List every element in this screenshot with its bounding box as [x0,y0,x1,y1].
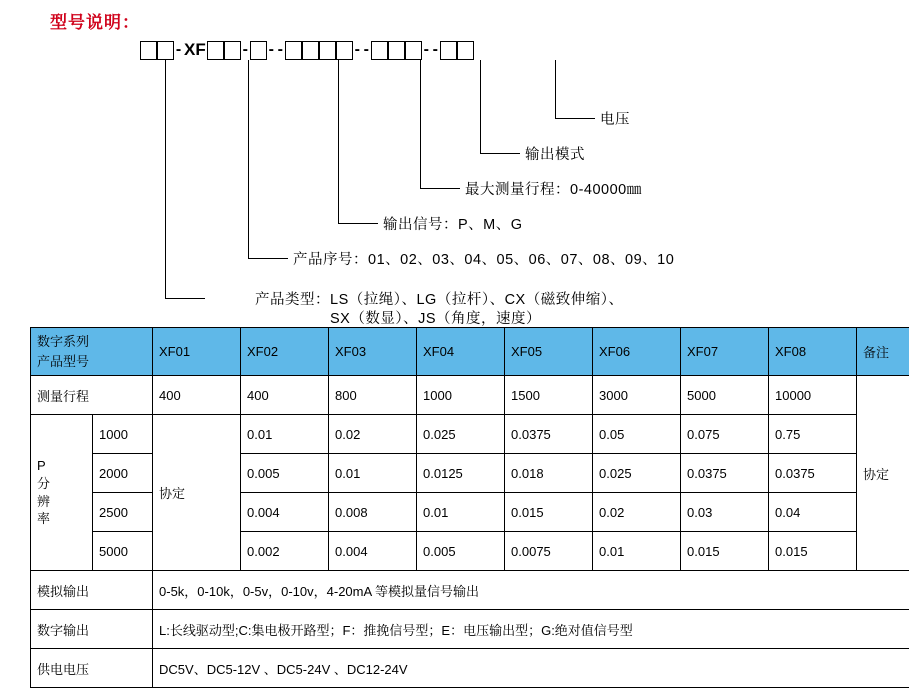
leader-line-output-signal [338,60,339,223]
res-2500-xf05: 0.015 [505,493,593,532]
resolution-pulse-5000: 5000 [93,532,153,571]
code-box [157,41,174,60]
code-box [457,41,474,60]
resolution-vlabel-3: 率 [37,511,51,527]
resolution-vlabel-2: 辨 [37,493,51,509]
code-box [371,41,388,60]
spec-table-wrap [30,327,890,688]
res-1000-xf04: 0.025 [417,415,505,454]
callout-voltage: 电压 [600,112,630,128]
res-5000-xf07: 0.015 [681,532,769,571]
code-dash: - [242,41,248,58]
leader-line-output-mode-h [480,153,520,154]
res-2000-xf07: 0.0375 [681,454,769,493]
callout-product-type-line1: 产品类型：LS（拉绳）、LG（拉杆）、CX（磁致伸缩）、 [255,292,624,308]
code-group-range [285,41,353,60]
header-model-xf02: XF02 [241,328,329,376]
stroke-xf08: 10000 [769,376,857,415]
resolution-pulse-2000: 2000 [93,454,153,493]
code-dash: - [363,41,369,58]
code-dash: - [268,41,274,58]
code-group-voltage [440,41,474,60]
resolution-vertical-label [31,415,93,571]
code-box [250,41,267,60]
supply-voltage-value: DC5V、DC5-12V 、DC5-24V 、DC12-24V [153,649,909,688]
leader-line-product-type [165,60,166,298]
code-dash: - [277,41,283,58]
res-5000-xf08: 0.015 [769,532,857,571]
res-5000-xf06: 0.01 [593,532,681,571]
table-row-resolution-1000 [31,415,909,454]
header-first-line1: 数字系列 [37,334,90,349]
res-2500-xf02: 0.004 [241,493,329,532]
res-2500-xf04: 0.01 [417,493,505,532]
res-1000-xf03: 0.02 [329,415,417,454]
table-row-stroke [31,376,909,415]
callout-product-serial: 产品序号：01、02、03、04、05、06、07、08、09、10 [293,252,675,268]
res-2500-xf08: 0.04 [769,493,857,532]
leader-line-product-type-h [165,298,205,299]
res-5000-xf03: 0.004 [329,532,417,571]
code-box [405,41,422,60]
table-row-analog-output [31,571,909,610]
supply-voltage-label: 供电电压 [31,649,153,688]
stroke-xf03: 800 [329,376,417,415]
callout-max-range: 最大测量行程：0-40000㎜ [465,182,642,198]
analog-output-value: 0-5k，0-10k，0-5v，0-10v，4-20mA 等模拟量信号输出 [153,571,909,610]
stroke-xf05: 1500 [505,376,593,415]
code-text-xf: XF [184,40,206,59]
leader-line-product-serial-h [248,258,288,259]
digital-output-label: 数字输出 [31,610,153,649]
leader-line-output-mode [480,60,481,153]
res-5000-xf02: 0.002 [241,532,329,571]
callout-product-type-line2: SX（数显）、JS（角度，速度） [330,311,542,327]
model-code-diagram [140,38,474,62]
leader-line-voltage-h [555,118,595,119]
digital-output-value: L:长线驱动型;C:集电极开路型；F：推挽信号型；E：电压输出型；G:绝对值信号型 [153,610,909,649]
leader-line-output-signal-h [338,223,378,224]
header-model-xf08: XF08 [769,328,857,376]
resolution-vlabel-0: P [37,458,46,474]
code-box [336,41,353,60]
res-2000-xf02: 0.005 [241,454,329,493]
res-2000-xf05: 0.018 [505,454,593,493]
header-model-xf03: XF03 [329,328,417,376]
stroke-xf04: 1000 [417,376,505,415]
res-1000-xf06: 0.05 [593,415,681,454]
res-2500-xf03: 0.008 [329,493,417,532]
code-dash: - [175,41,182,58]
code-box [285,41,302,60]
page-title: 型号说明： [50,13,140,32]
code-dash: - [423,41,429,58]
code-box [224,41,241,60]
header-model-xf07: XF07 [681,328,769,376]
leader-line-voltage [555,60,556,118]
header-model-xf04: XF04 [417,328,505,376]
stroke-xf07: 5000 [681,376,769,415]
stroke-xf02: 400 [241,376,329,415]
resolution-pulse-2500: 2500 [93,493,153,532]
code-group-type [140,41,174,60]
header-model-xf01: XF01 [153,328,241,376]
callout-output-signal: 输出信号：P、M、G [383,217,523,233]
res-2000-xf08: 0.0375 [769,454,857,493]
code-box [302,41,319,60]
spec-table [30,327,909,688]
resolution-vlabel-1: 分 [37,475,51,491]
resolution-pulse-1000: 1000 [93,415,153,454]
code-group-serial [207,41,241,60]
code-box [319,41,336,60]
table-row-supply-voltage [31,649,909,688]
analog-output-label: 模拟输出 [31,571,153,610]
leader-line-product-serial [248,60,249,258]
res-2000-xf06: 0.025 [593,454,681,493]
res-2500-xf07: 0.03 [681,493,769,532]
res-2000-xf03: 0.01 [329,454,417,493]
code-group-signal [250,41,267,60]
header-model-xf06: XF06 [593,328,681,376]
code-dash: - [432,41,438,58]
res-1000-xf08: 0.75 [769,415,857,454]
code-group-mode [371,41,422,60]
stroke-xf01: 400 [153,376,241,415]
res-5000-xf04: 0.005 [417,532,505,571]
header-remark: 备注 [857,328,909,376]
code-box [388,41,405,60]
leader-line-max-range-h [420,188,460,189]
leader-line-max-range [420,60,421,188]
header-first-line2: 产品型号 [37,353,90,369]
res-1000-xf07: 0.075 [681,415,769,454]
stroke-xf06: 3000 [593,376,681,415]
res-1000-xf02: 0.01 [241,415,329,454]
table-row-digital-output [31,610,909,649]
resolution-xf01-agreed: 协定 [153,415,241,571]
res-5000-xf05: 0.0075 [505,532,593,571]
res-2500-xf06: 0.02 [593,493,681,532]
stroke-label: 测量行程 [31,376,153,415]
res-1000-xf05: 0.0375 [505,415,593,454]
code-box [207,41,224,60]
header-model-xf05: XF05 [505,328,593,376]
code-box [440,41,457,60]
code-box [140,41,157,60]
res-2000-xf04: 0.0125 [417,454,505,493]
callout-output-mode: 输出模式 [525,147,585,163]
table-header-row [31,328,909,376]
code-dash: - [354,41,360,58]
resolution-remark: 协定 [857,376,909,571]
header-first-cell [31,328,153,376]
